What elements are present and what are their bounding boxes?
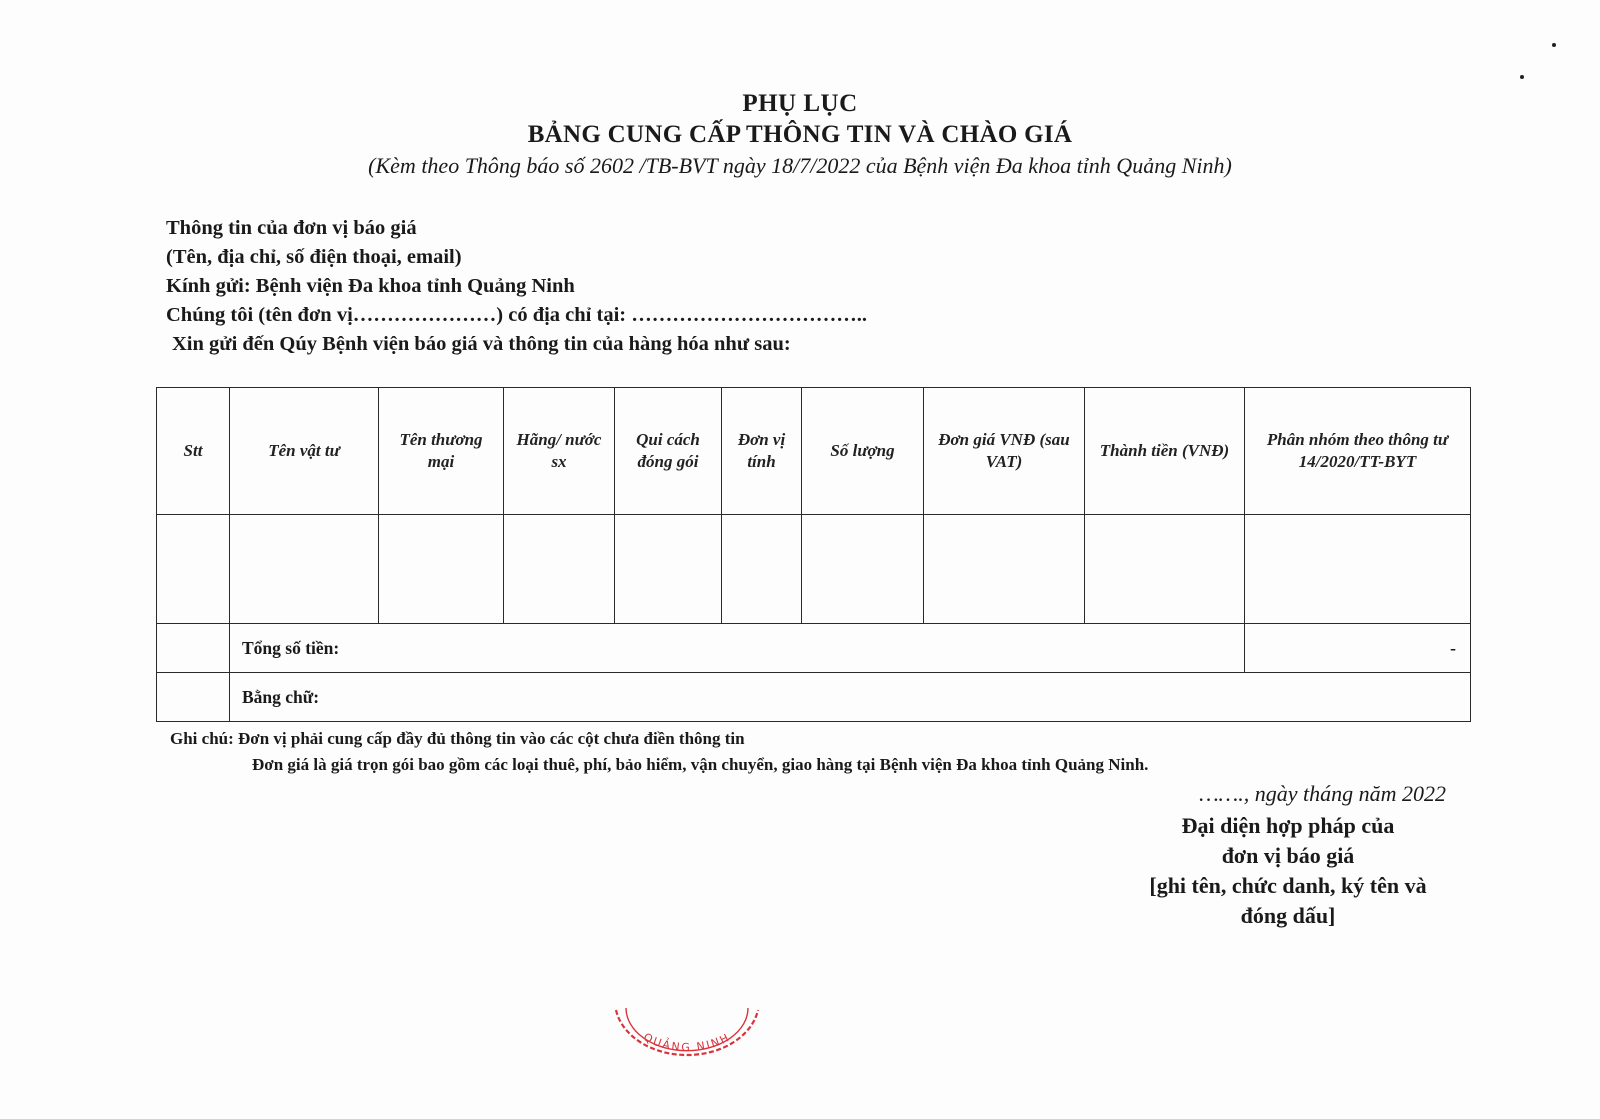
table-cell[interactable]	[230, 515, 379, 624]
total-label: Tổng số tiền:	[230, 624, 1245, 673]
table-cell[interactable]	[379, 515, 504, 624]
seal-text: QUẢNG NINH	[641, 1030, 733, 1054]
table-cell[interactable]	[722, 515, 802, 624]
total-value: -	[1245, 624, 1471, 673]
signature-date: ……., ngày tháng năm 2022	[1199, 781, 1446, 806]
scan-speck	[1520, 75, 1524, 79]
signature-line: [ghi tên, chức danh, ký tên và	[1149, 873, 1427, 898]
column-header: Phân nhóm theo thông tư 14/2020/TT-BYT	[1245, 388, 1471, 515]
signature-line: đóng dấu]	[1240, 903, 1336, 928]
column-header: Qui cách đóng gói	[615, 388, 722, 515]
info-fields-hint: (Tên, địa chỉ, số điện thoại, email)	[166, 246, 462, 268]
total-row	[157, 624, 1471, 673]
column-header: Tên vật tư	[230, 388, 379, 515]
column-header: Số lượng	[802, 388, 924, 515]
document-title: PHỤ LỤC	[742, 90, 858, 117]
table-cell[interactable]	[802, 515, 924, 624]
note-line-2: Đơn giá là giá trọn gói bao gồm các loại thuê, phí, bảo hiểm, vận chuyển, giao hàng tại Bệnh viện Đa khoa tỉnh Quảng Ninh.	[252, 755, 1149, 774]
column-header: Thành tiền (VNĐ)	[1085, 388, 1245, 515]
column-header: Stt	[157, 388, 230, 515]
table-cell[interactable]	[1085, 515, 1245, 624]
addressee: Kính gửi: Bệnh viện Đa khoa tỉnh Quảng Ninh	[166, 275, 575, 297]
note-line-1: Ghi chú: Đơn vị phải cung cấp đầy đủ thông tin vào các cột chưa điền thông tin	[170, 729, 745, 748]
info-heading: Thông tin của đơn vị báo giá	[166, 217, 417, 239]
column-header: Hãng/ nước sx	[504, 388, 615, 515]
table-cell[interactable]	[157, 515, 230, 624]
column-header: Tên thương mại	[379, 388, 504, 515]
signature-line: đơn vị báo giá	[1221, 843, 1355, 868]
table-cell	[157, 624, 230, 673]
table-cell[interactable]	[615, 515, 722, 624]
amount-in-words-row	[157, 673, 1471, 722]
table-cell	[157, 673, 230, 722]
column-header: Đơn giá VNĐ (sau VAT)	[924, 388, 1085, 515]
amount-in-words-label: Bằng chữ:	[230, 673, 1471, 722]
company-address-line: Chúng tôi (tên đơn vị…………………) có địa chỉ tại: ……………………………..	[166, 304, 867, 326]
table-cell[interactable]	[924, 515, 1085, 624]
table-row	[157, 515, 1471, 624]
intro-line: Xin gửi đến Qúy Bệnh viện báo giá và thông tin của hàng hóa như sau:	[172, 333, 791, 355]
table-cell[interactable]	[1245, 515, 1471, 624]
red-seal-stamp	[612, 1000, 762, 1070]
table-cell[interactable]	[504, 515, 615, 624]
column-header: Đơn vị tính	[722, 388, 802, 515]
scan-speck	[1552, 43, 1556, 47]
table-header-row	[157, 388, 1471, 515]
document-reference: (Kèm theo Thông báo số 2602 /TB-BVT ngày 18/7/2022 của Bệnh viện Đa khoa tỉnh Quảng Ninh)	[368, 153, 1232, 178]
document-subtitle: BẢNG CUNG CẤP THÔNG TIN VÀ CHÀO GIÁ	[527, 121, 1073, 148]
quotation-table	[156, 387, 1471, 722]
signature-line: Đại diện hợp pháp của	[1181, 813, 1395, 838]
